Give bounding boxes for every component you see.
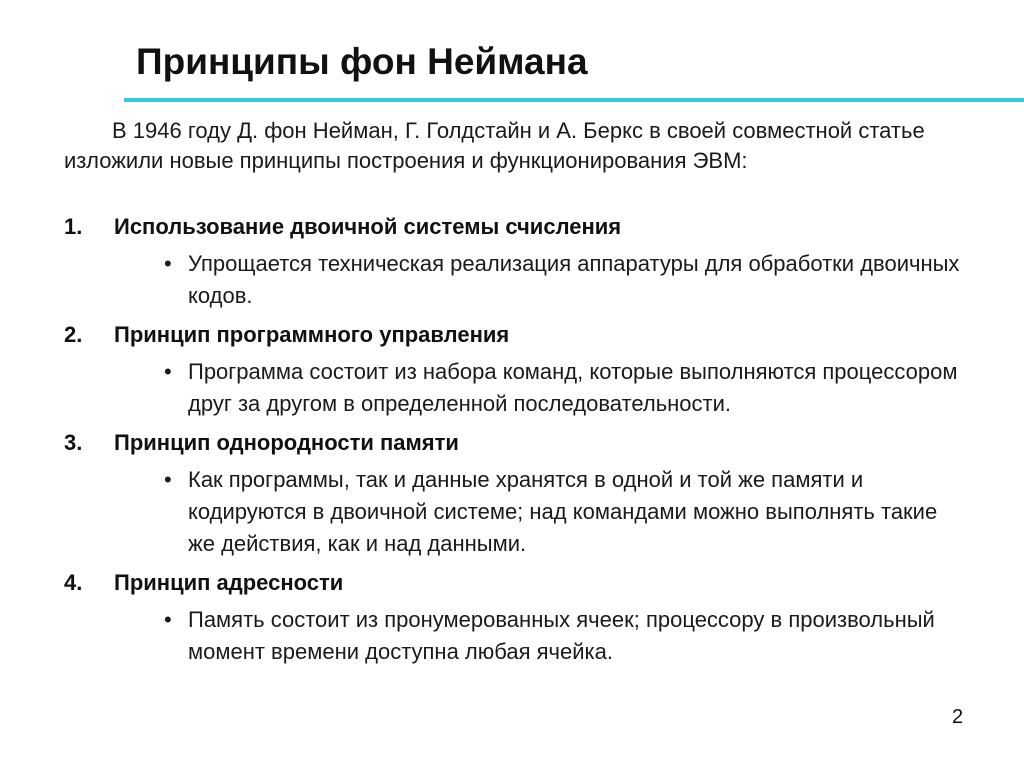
principle-bullet-row [164, 248, 984, 312]
principle-bullet-text: Как программы, так и данные хранятся в одной и той же памяти и кодируются в двоичной системе; над командами можно выполнять такие же действия, как и над данными. [188, 467, 938, 556]
principle-heading: Принцип программного управления [114, 322, 510, 347]
principle-bullet-text: Программа состоит из набора команд, которые выполняются процессором друг за другом в определенной последовательности. [188, 359, 958, 416]
principle-bullet-row [164, 604, 984, 668]
bullet-icon: • [164, 607, 172, 632]
slide-title: Принципы фон Неймана [136, 41, 588, 82]
principle-bullet-text: Память состоит из пронумерованных ячеек; процессору в произвольный момент времени доступна любая ячейка. [188, 607, 935, 664]
principle-heading: Принцип однородности памяти [114, 430, 459, 455]
title-underline [124, 98, 1024, 102]
principle-heading: Принцип адресности [114, 570, 344, 595]
principle-bullet-text: Упрощается техническая реализация аппаратуры для обработки двоичных кодов. [188, 251, 960, 308]
principle-item [64, 428, 984, 560]
principle-bullet-row [164, 356, 984, 420]
bullet-icon: • [164, 467, 172, 492]
principles-list [64, 212, 984, 676]
principle-item [64, 320, 984, 420]
principle-item [64, 212, 984, 312]
principle-number: 1. [64, 214, 83, 239]
principle-number: 2. [64, 322, 83, 347]
page-number: 2 [952, 706, 964, 728]
principle-number: 3. [64, 430, 83, 455]
principle-heading: Использование двоичной системы счисления [114, 214, 622, 239]
principle-heading-row [64, 320, 984, 350]
bullet-icon: • [164, 251, 172, 276]
principle-heading-row [64, 428, 984, 458]
principle-item [64, 568, 984, 668]
principle-number: 4. [64, 570, 83, 595]
principle-heading-row [64, 568, 984, 598]
bullet-icon: • [164, 359, 172, 384]
principle-heading-row [64, 212, 984, 242]
principle-bullet-row [164, 464, 984, 560]
intro-paragraph: В 1946 году Д. фон Нейман, Г. Голдстайн и А. Беркс в своей совместной статье изложили новые принципы построения и функционирования ЭВМ: [64, 118, 925, 173]
